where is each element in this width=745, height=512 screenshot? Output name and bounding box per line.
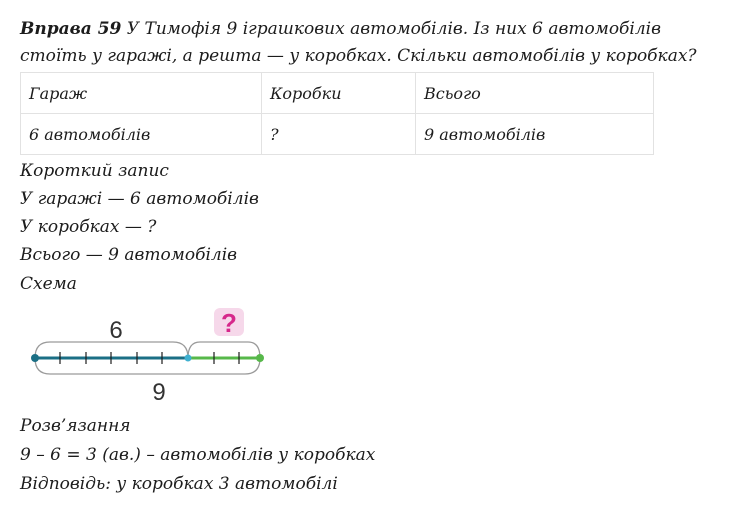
short-record-line-boxes: У коробках — ?: [20, 217, 157, 237]
header-garage: Гараж: [21, 73, 262, 114]
task-text: У Тимофія 9 іграшкових автомобілів. Із них 6 автомобілів стоїть у гаражі, а решта — у коробках. Скільки автомобілів у коробках?: [20, 19, 697, 66]
scheme-title: Схема: [20, 274, 77, 294]
header-total: Всього: [416, 73, 654, 114]
brace-total: [35, 358, 260, 374]
cell-total: 9 автомобілів: [416, 114, 654, 155]
short-record-line-total: Всього — 9 автомобілів: [20, 245, 238, 265]
cell-garage: 6 автомобілів: [21, 114, 262, 155]
table-header-row: [21, 73, 654, 114]
data-table: [20, 72, 654, 155]
label-unknown: ?: [221, 308, 237, 338]
solution-title: Розв’язання: [20, 416, 131, 436]
short-record-title: Короткий запис: [20, 161, 169, 181]
task-label: Вправа 59: [20, 19, 122, 39]
table-row: [21, 114, 654, 155]
segment-start-point: [31, 354, 39, 362]
label-total: 9: [152, 379, 166, 406]
task-statement: [20, 16, 720, 70]
cell-boxes: ?: [262, 114, 416, 155]
label-known: 6: [109, 317, 123, 344]
header-boxes: Коробки: [262, 73, 416, 114]
segment-split-point: [185, 355, 192, 362]
brace-unknown: [188, 342, 260, 358]
segment-scheme: [28, 306, 278, 406]
segment-end-point: [256, 354, 264, 362]
solution-equation: 9 – 6 = 3 (ав.) – автомобілів у коробках: [20, 445, 376, 465]
answer-text: Відповідь: у коробках 3 автомобілі: [20, 474, 338, 494]
short-record-line-garage: У гаражі — 6 автомобілів: [20, 189, 259, 209]
